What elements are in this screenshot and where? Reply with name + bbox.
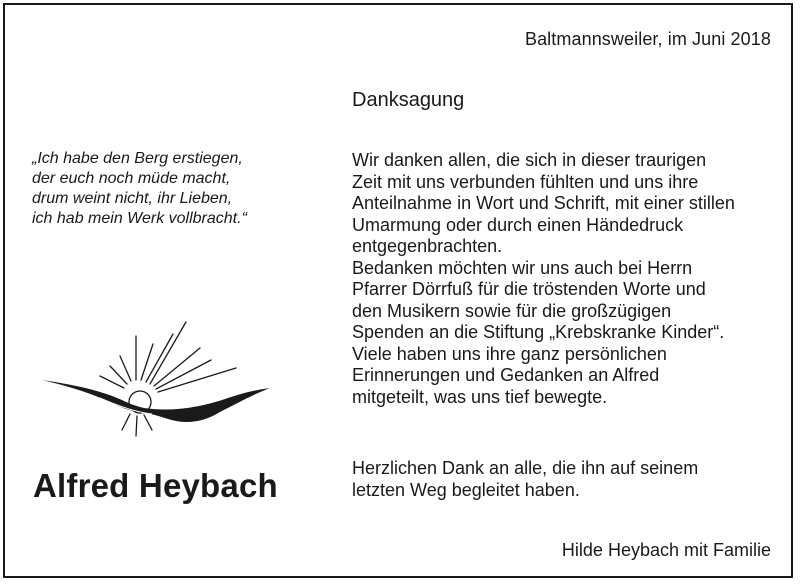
signature: Hilde Heybach mit Familie	[561, 540, 771, 560]
body-line: Umarmung oder durch einen Händedruck	[352, 214, 684, 235]
body-line: den Musikern sowie für die großzügigen	[352, 300, 672, 321]
memorial-poem	[32, 149, 292, 229]
place-date: Baltmannsweiler, im Juni 2018	[524, 29, 771, 49]
poem-line: drum weint nicht, ihr Lieben,	[32, 190, 233, 207]
closing-text	[352, 458, 772, 501]
thank-you-text	[352, 150, 772, 408]
closing-line: Herzlichen Dank an alle, die ihn auf seinem	[352, 458, 699, 478]
body-line: Spenden an die Stiftung „Krebskranke Kinder“.	[352, 322, 725, 342]
body-line: Erinnerungen und Gedanken an Alfred	[352, 365, 660, 385]
body-line: mitgeteilt, was uns tief bewegte.	[352, 386, 608, 407]
poem-line: ich hab mein Werk vollbracht.“	[32, 210, 247, 227]
deceased-name: Alfred Heybach	[33, 467, 278, 504]
body-line: Zeit mit uns verbunden fühlten und uns ihre	[352, 171, 699, 192]
poem-line: „Ich habe den Berg erstiegen,	[32, 150, 243, 167]
body-line: Anteilnahme in Wort und Schrift, mit einer stillen	[352, 193, 735, 213]
poem-line: der euch noch müde macht,	[32, 170, 231, 187]
notice-heading: Danksagung	[352, 89, 465, 111]
sunset-over-mountain-icon	[40, 318, 280, 448]
body-line: Bedanken möchten wir uns auch bei Herrn	[352, 257, 693, 278]
body-line: Wir danken allen, die sich in dieser traurigen	[352, 150, 707, 170]
body-line: Viele haben uns ihre ganz persönlichen	[352, 343, 667, 364]
body-line: Pfarrer Dörrfuß für die tröstenden Worte und	[352, 279, 706, 299]
closing-line: letzten Weg begleitet haben.	[352, 479, 580, 500]
body-line: entgegenbrachten.	[352, 236, 503, 256]
